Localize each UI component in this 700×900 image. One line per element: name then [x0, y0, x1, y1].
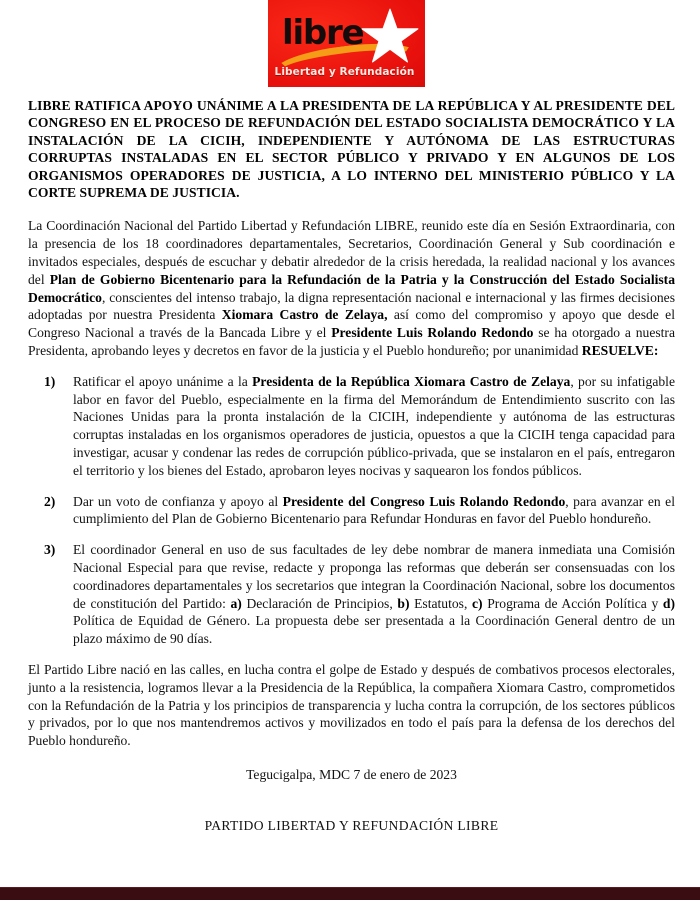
logo-wordmark: libre	[282, 13, 364, 53]
resolution-text: Ratificar el apoyo unánime a la Presidenta de la República Xiomara Castro de Zelaya, por su infatigable labor en favor del Pueblo, especialmente en la firma del Memorándum de Entendimiento suscrito con las Naciones Unidas para la pronta instalación de la CICIH, independiente y autónoma de las estructuras corruptas instaladas en los organismos operadores de justicia, opuestos a que la CICIH tenga capacidad para investigar, acusar y condenar las redes de corrupción público-privada, que se instalaron en el país, entregaron el territorio y los bienes del Estado, aprobaron leyes nocivas y saquearon los fondos públicos.	[73, 373, 675, 478]
resolution-marker: 2)	[44, 493, 56, 509]
resolution-marker: 1)	[44, 373, 56, 389]
resolution-item	[28, 493, 675, 529]
bottom-accent-bar	[0, 887, 700, 900]
signature-line: PARTIDO LIBERTAD Y REFUNDACIÓN LIBRE	[204, 817, 499, 833]
document-body	[28, 97, 675, 835]
party-logo	[268, 0, 425, 87]
preamble-paragraph: La Coordinación Nacional del Partido Libertad y Refundación LIBRE, reunido este día en Sesión Extraordinaria, con la presencia de los 18 coordinadores departamentales, Secretarios, Coordinación General y Sub coordinación e invitados especiales, después de escuchar y debatir alrededor de la crisis heredada, la realidad nacional y los avances del Plan de Gobierno Bicentenario para la Refundación de la Patria y la Construcción del Estado Socialista Democrático, conscientes del intenso trabajo, la digna representación nacional e internacional y las firmes decisiones adoptadas por nuestra Presidenta Xiomara Castro de Zelaya, así como del compromiso y apoyo que desde el Congreso Nacional a través de la Bancada Libre y el Presidente Luis Rolando Redondo se ha otorgado a nuestra Presidenta, aprobando leyes y decretos en favor de la justicia y el Pueblo hondureño; por unanimidad RESUELVE:	[28, 218, 675, 359]
place-and-date: Tegucigalpa, MDC 7 de enero de 2023	[246, 766, 457, 782]
resolution-item	[28, 373, 675, 480]
resolution-marker: 3)	[44, 542, 56, 558]
resolutions-list	[28, 373, 675, 648]
closing-block	[28, 766, 675, 835]
resolution-text: Dar un voto de confianza y apoyo al Presidente del Congreso Luis Rolando Redondo, para avanzar en el cumplimiento del Plan de Gobierno Bicentenario para Refundar Honduras en favor del Pueblo hondureño.	[73, 493, 675, 527]
resolution-text: El coordinador General en uso de sus facultades de ley debe nombrar de manera inmediata una Comisión Nacional Especial para que revise, redacte y proponga las reformas que deberán ser consensuadas con los coordinadores departamentales y los secretarios que integran la Coordinación Nacional, sobre los documentos de constitución del Partido: a) Declaración de Principios, b) Estatutos, c) Programa de Acción Política y d) Política de Equidad de Género. La propuesta debe ser presentada a la Coordinación General dentro de un plazo máximo de 90 días.	[73, 542, 675, 647]
logo-tagline: Libertad y Refundación	[274, 66, 415, 78]
star-icon	[360, 8, 420, 66]
resolution-item	[28, 541, 675, 648]
logo-background	[268, 0, 425, 87]
closing-paragraph: El Partido Libre nació en las calles, en lucha contra el golpe de Estado y después de combativos procesos electorales, junto a la resistencia, logramos llevar a la Presidencia de la República, la compañera Xiomara Castro, comprometidos con la Refundación de la Patria y los principios de transparencia y lucha contra la corrupción, de los sectores públicos y privados, por lo que nos mantendremos activos y movilizados en todo el país para la defensa de los derechos del Pueblo hondureño.	[28, 661, 675, 749]
document-title: LIBRE RATIFICA APOYO UNÁNIME A LA PRESIDENTA DE LA REPÚBLICA Y AL PRESIDENTE DEL CONGRESO EN EL PROCESO DE REFUNDACIÓN DEL ESTADO SOCIALISTA DEMOCRÁTICO Y LA INSTALACIÓN DE LA CICIH, INDEPENDIENTE Y AUTÓNOMA DE LAS ESTRUCTURAS CORRUPTAS INSTALADAS EN EL SECTOR PÚBLICO Y PRIVADO Y EN ALGUNOS DE LOS ORGANISMOS OPERADORES DE JUSTICIA, A LO INTERNO DEL MINISTERIO PÚBLICO Y LA CORTE SUPREMA DE JUSTICIA.	[28, 98, 675, 201]
